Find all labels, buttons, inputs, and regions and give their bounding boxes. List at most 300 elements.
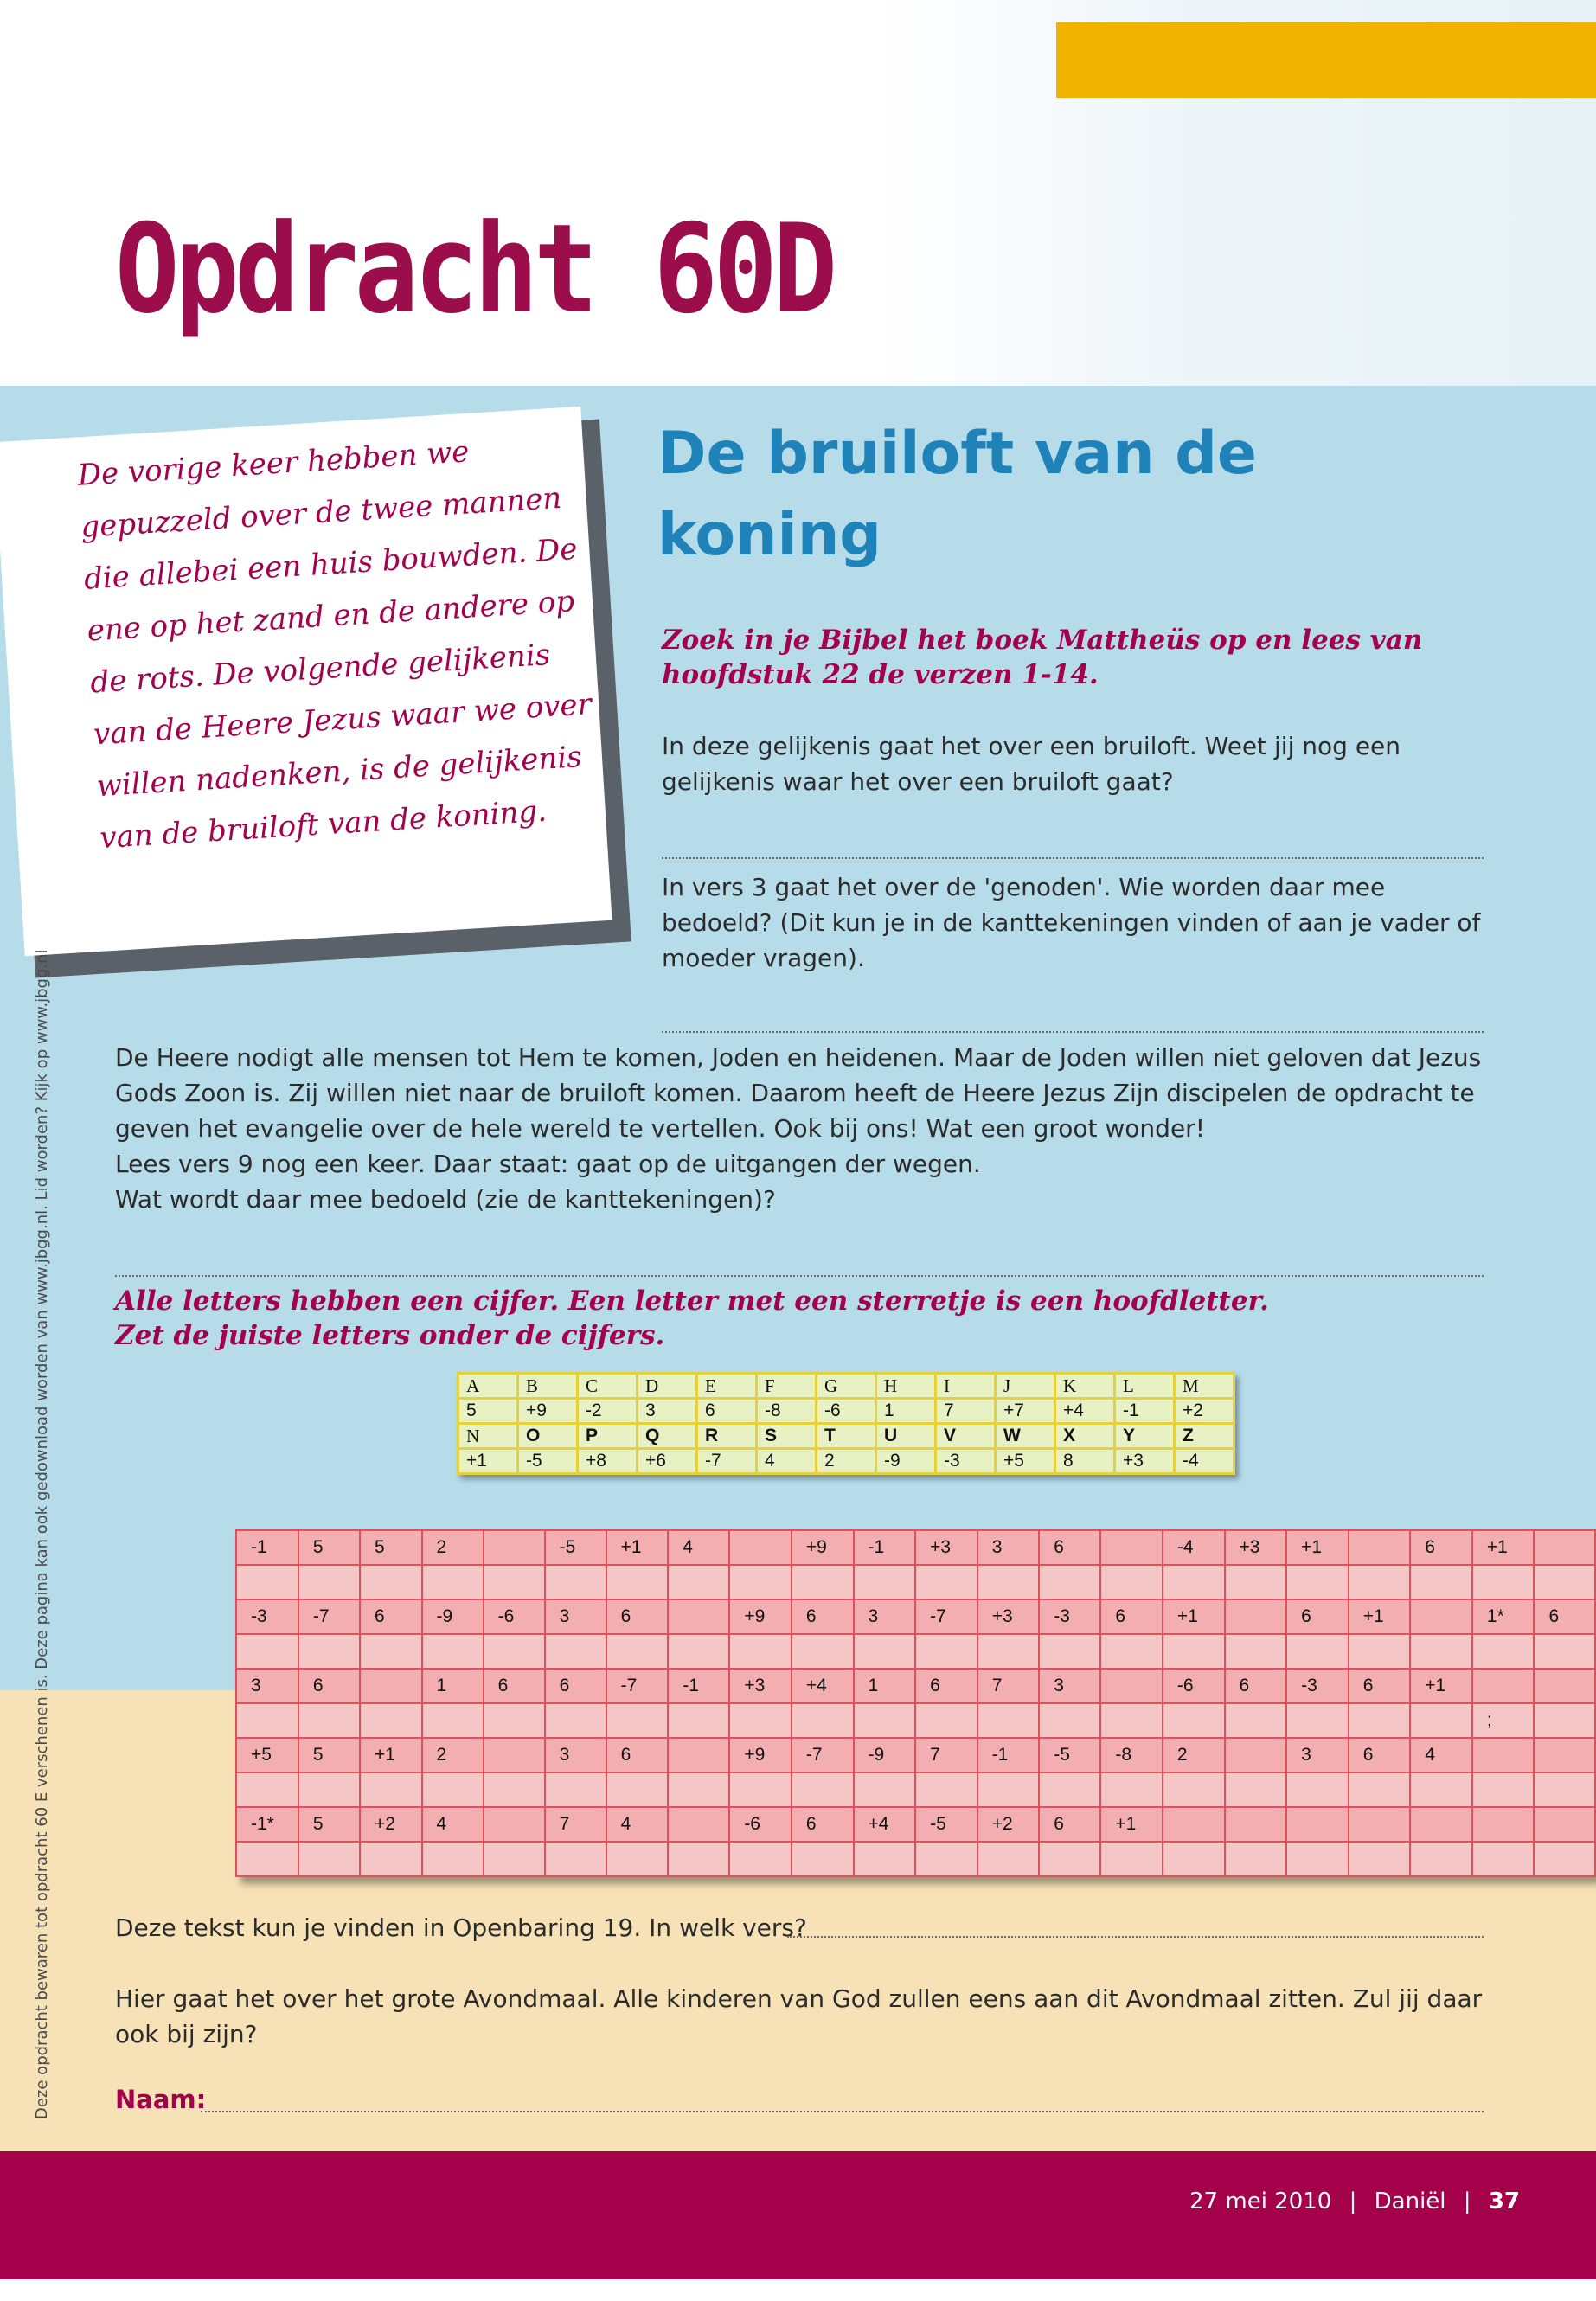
answer-cell[interactable] (977, 1772, 1040, 1807)
code-puzzle-grid (235, 1529, 1596, 1877)
legend-letter: L (1115, 1374, 1175, 1399)
legend-code: 2 (817, 1449, 876, 1474)
answer-cell[interactable] (545, 1703, 606, 1738)
code-cell (1410, 1599, 1472, 1634)
code-cell: +1 (1100, 1807, 1163, 1842)
code-cell: +3 (915, 1530, 977, 1565)
code-cell: -4 (1163, 1530, 1225, 1565)
answer-cell[interactable] (298, 1703, 360, 1738)
puzzle-answer-row (236, 1634, 1595, 1669)
answer-cell[interactable] (545, 1565, 606, 1599)
code-cell: +4 (854, 1807, 916, 1842)
code-cell: -5 (1039, 1738, 1100, 1772)
answer-cell[interactable] (1100, 1772, 1163, 1807)
legend-letter: B (518, 1374, 578, 1399)
code-cell: 4 (668, 1530, 729, 1565)
answer-cell[interactable] (236, 1703, 298, 1738)
answer-line-2[interactable] (662, 1031, 1484, 1033)
answer-cell[interactable] (1286, 1565, 1349, 1599)
code-cell: 6 (545, 1669, 606, 1703)
code-cell: 7 (977, 1669, 1040, 1703)
answer-cell[interactable] (298, 1842, 360, 1876)
code-cell: +1 (1349, 1599, 1411, 1634)
legend-code: 6 (697, 1399, 757, 1424)
code-cell: -8 (1100, 1738, 1163, 1772)
puzzle-code-row (236, 1599, 1595, 1634)
legend-code: -7 (697, 1449, 757, 1474)
code-cell: -7 (792, 1738, 854, 1772)
answer-cell[interactable] (1039, 1565, 1100, 1599)
legend-letter: C (578, 1374, 638, 1399)
code-cell: -3 (236, 1599, 298, 1634)
code-cell (1534, 1669, 1595, 1703)
code-cell (1472, 1738, 1535, 1772)
code-cell: -6 (729, 1807, 792, 1842)
code-cell: 6 (915, 1669, 977, 1703)
puzzle-answer-row (236, 1842, 1595, 1876)
answer-cell[interactable] (729, 1772, 792, 1807)
answer-cell[interactable] (1039, 1772, 1100, 1807)
code-cell: +1 (1472, 1530, 1535, 1565)
code-cell: 5 (298, 1738, 360, 1772)
puzzle-code-row (236, 1807, 1595, 1842)
legend-code: -4 (1175, 1449, 1234, 1474)
code-cell: +1 (1163, 1599, 1225, 1634)
code-cell: 6 (792, 1599, 854, 1634)
code-cell: 2 (1163, 1738, 1225, 1772)
answer-cell[interactable] (668, 1842, 729, 1876)
code-cell (1100, 1530, 1163, 1565)
answer-cell[interactable] (668, 1565, 729, 1599)
answer-cell[interactable] (422, 1565, 484, 1599)
answer-cell[interactable] (1349, 1703, 1411, 1738)
answer-cell[interactable] (729, 1703, 792, 1738)
answer-cell[interactable] (484, 1565, 545, 1599)
code-cell: -1 (977, 1738, 1040, 1772)
answer-cell[interactable] (1534, 1772, 1595, 1807)
answer-cell[interactable] (854, 1634, 916, 1669)
code-cell: 1* (1472, 1599, 1535, 1634)
code-cell: 6 (1039, 1807, 1100, 1842)
legend-code: 1 (876, 1399, 936, 1424)
answer-cell[interactable] (792, 1565, 854, 1599)
code-cell: 4 (422, 1807, 484, 1842)
code-cell: 6 (792, 1807, 854, 1842)
code-cell: 5 (360, 1530, 422, 1565)
answer-cell[interactable] (1163, 1703, 1225, 1738)
answer-cell[interactable] (606, 1842, 669, 1876)
legend-code: -8 (757, 1399, 817, 1424)
code-cell: -5 (545, 1530, 606, 1565)
answer-cell[interactable] (915, 1842, 977, 1876)
code-cell (668, 1599, 729, 1634)
answer-cell[interactable] (484, 1634, 545, 1669)
code-cell (484, 1530, 545, 1565)
code-cell: -7 (606, 1669, 669, 1703)
answer-cell[interactable] (915, 1772, 977, 1807)
question-3-line-1: Lees vers 9 nog een keer. Daar staat: gaat op de uitgangen der wegen. (115, 1150, 981, 1178)
legend-code: 4 (757, 1449, 817, 1474)
page-number: 37 (1488, 2189, 1520, 2214)
code-cell: 6 (484, 1669, 545, 1703)
answer-cell[interactable] (1349, 1842, 1411, 1876)
name-label: Naam: (115, 2085, 207, 2114)
code-cell: 3 (545, 1599, 606, 1634)
puzzle-answer-row (236, 1772, 1595, 1807)
answer-cell[interactable]: ; (1472, 1703, 1535, 1738)
legend-letter: S (757, 1424, 817, 1449)
code-cell: 4 (606, 1807, 669, 1842)
legend-code: -6 (817, 1399, 876, 1424)
legend-letter: W (996, 1424, 1055, 1449)
legend-letter: Q (638, 1424, 697, 1449)
puzzle-answer-row (236, 1703, 1595, 1738)
answer-cell[interactable] (792, 1634, 854, 1669)
code-cell: -6 (1163, 1669, 1225, 1703)
code-cell: +9 (729, 1599, 792, 1634)
code-cell: 4 (1410, 1738, 1472, 1772)
answer-cell[interactable] (360, 1842, 422, 1876)
answer-cell[interactable] (729, 1842, 792, 1876)
answer-cell[interactable] (668, 1703, 729, 1738)
code-cell (1286, 1807, 1349, 1842)
answer-cell[interactable] (1534, 1842, 1595, 1876)
answer-cell[interactable] (422, 1703, 484, 1738)
answer-cell[interactable] (422, 1634, 484, 1669)
code-cell (1472, 1807, 1535, 1842)
legend-code: -2 (578, 1399, 638, 1424)
answer-cell[interactable] (729, 1634, 792, 1669)
answer-cell[interactable] (236, 1772, 298, 1807)
legend-letter: I (936, 1374, 996, 1399)
answer-cell[interactable] (1225, 1703, 1287, 1738)
code-cell: 6 (1349, 1669, 1411, 1703)
code-cell (1534, 1530, 1595, 1565)
code-cell: 3 (236, 1669, 298, 1703)
answer-cell[interactable] (484, 1772, 545, 1807)
answer-cell[interactable] (792, 1703, 854, 1738)
code-cell: 7 (915, 1738, 977, 1772)
code-cell: +1 (606, 1530, 669, 1565)
legend-code: 3 (638, 1399, 697, 1424)
code-cell: 5 (298, 1807, 360, 1842)
answer-cell[interactable] (422, 1772, 484, 1807)
puzzle-code-row (236, 1669, 1595, 1703)
code-cell: +2 (360, 1807, 422, 1842)
answer-cell[interactable] (1286, 1772, 1349, 1807)
code-cell: -9 (854, 1738, 916, 1772)
answer-cell[interactable] (360, 1634, 422, 1669)
code-cell: 1 (854, 1669, 916, 1703)
answer-cell[interactable] (1534, 1703, 1595, 1738)
code-cell (668, 1807, 729, 1842)
answer-cell[interactable] (1225, 1565, 1287, 1599)
code-cell: -1 (236, 1530, 298, 1565)
code-cell: 6 (606, 1738, 669, 1772)
answer-cell[interactable] (236, 1565, 298, 1599)
legend-letter: G (817, 1374, 876, 1399)
answer-line-1[interactable] (662, 857, 1484, 859)
code-cell: -7 (298, 1599, 360, 1634)
article-title: De bruiloft van de koning (657, 420, 1258, 569)
legend-code: +5 (996, 1449, 1055, 1474)
answer-cell[interactable] (236, 1634, 298, 1669)
answer-cell[interactable] (545, 1634, 606, 1669)
code-cell: +1 (360, 1738, 422, 1772)
answer-cell[interactable] (298, 1565, 360, 1599)
code-cell: +9 (729, 1738, 792, 1772)
code-cell: 6 (1225, 1669, 1287, 1703)
code-cell: 6 (298, 1669, 360, 1703)
footer-band (0, 2151, 1596, 2279)
code-cell: -1 (668, 1669, 729, 1703)
answer-cell[interactable] (1472, 1565, 1535, 1599)
code-cell (1534, 1807, 1595, 1842)
answer-cell[interactable] (729, 1565, 792, 1599)
legend-letter: T (817, 1424, 876, 1449)
legend-letter: A (458, 1374, 518, 1399)
question-2: In vers 3 gaat het over de 'genoden'. Wie worden daar mee bedoeld? (Dit kun je in de kanttekeningen vinden of aan je vader of moeder vragen). (662, 873, 1481, 972)
answer-cell[interactable] (1039, 1634, 1100, 1669)
answer-cell[interactable] (1286, 1703, 1349, 1738)
answer-cell[interactable] (1163, 1634, 1225, 1669)
footer-publication: Daniël (1374, 2189, 1446, 2214)
code-cell: 3 (977, 1530, 1040, 1565)
code-cell: +5 (236, 1738, 298, 1772)
answer-cell[interactable] (1286, 1634, 1349, 1669)
code-cell (360, 1669, 422, 1703)
explanation-paragraph: De Heere nodigt alle mensen tot Hem te komen, Joden en heidenen. Maar de Joden willen niet geloven dat Jezus Gods Zoon is. Zij willen niet naar de bruiloft komen. Daarom heeft de Heere Jezus Zijn discipelen de opdracht te geven het evangelie over de hele wereld te vertellen. Ook bij ons! Wat een groot wonder! (115, 1043, 1482, 1143)
puzzle-answer-row (236, 1565, 1595, 1599)
code-cell: 3 (1286, 1738, 1349, 1772)
answer-cell[interactable] (792, 1842, 854, 1876)
legend-letter: V (936, 1424, 996, 1449)
bible-instruction: Zoek in je Bijbel het boek Mattheüs op en lees van hoofdstuk 22 de verzen 1-14. (662, 625, 1423, 690)
answer-cell[interactable] (545, 1842, 606, 1876)
code-cell (1349, 1530, 1411, 1565)
answer-cell[interactable] (1349, 1772, 1411, 1807)
code-cell: 2 (422, 1738, 484, 1772)
code-cell: -1 (854, 1530, 916, 1565)
answer-cell[interactable] (1100, 1842, 1163, 1876)
code-cell: 3 (545, 1738, 606, 1772)
answer-cell[interactable] (1472, 1772, 1535, 1807)
answer-cell[interactable] (1472, 1842, 1535, 1876)
legend-code: -5 (518, 1449, 578, 1474)
code-cell (1100, 1669, 1163, 1703)
code-cell: 6 (1039, 1530, 1100, 1565)
legend-row (458, 1374, 1234, 1399)
legend-letter: R (697, 1424, 757, 1449)
footer-info (1189, 2189, 1520, 2214)
answer-cell[interactable] (1163, 1772, 1225, 1807)
code-cell: -6 (484, 1599, 545, 1634)
answer-cell[interactable] (1410, 1634, 1472, 1669)
answer-cell[interactable] (1163, 1842, 1225, 1876)
answer-cell[interactable] (915, 1565, 977, 1599)
code-cell: 6 (360, 1599, 422, 1634)
legend-letter: F (757, 1374, 817, 1399)
legend-code: +6 (638, 1449, 697, 1474)
footer-separator: | (1349, 2189, 1357, 2214)
page-title: Opdracht 60D (115, 198, 833, 341)
answer-cell[interactable] (298, 1772, 360, 1807)
answer-cell[interactable] (1534, 1634, 1595, 1669)
answer-cell[interactable] (1100, 1634, 1163, 1669)
code-cell (1225, 1738, 1287, 1772)
code-cell (1163, 1807, 1225, 1842)
answer-cell[interactable] (977, 1565, 1040, 1599)
code-cell (484, 1807, 545, 1842)
legend-code: +9 (518, 1399, 578, 1424)
question-4: Deze tekst kun je vinden in Openbaring 19. In welk vers? (115, 1913, 807, 1942)
legend-code: 8 (1055, 1449, 1115, 1474)
answer-cell[interactable] (545, 1772, 606, 1807)
legend-letter: Z (1175, 1424, 1234, 1449)
code-cell: +2 (977, 1807, 1040, 1842)
answer-cell[interactable] (1039, 1842, 1100, 1876)
legend-row (458, 1424, 1234, 1449)
answer-cell[interactable] (1349, 1634, 1411, 1669)
code-cell: 7 (545, 1807, 606, 1842)
puzzle-code-row (236, 1530, 1595, 1565)
answer-cell[interactable] (1410, 1703, 1472, 1738)
answer-cell[interactable] (1225, 1772, 1287, 1807)
legend-letter: O (518, 1424, 578, 1449)
answer-cell[interactable] (854, 1772, 916, 1807)
answer-cell[interactable] (606, 1772, 669, 1807)
code-cell: 2 (422, 1530, 484, 1565)
answer-cell[interactable] (606, 1703, 669, 1738)
legend-code: 7 (936, 1399, 996, 1424)
legend-letter: Y (1115, 1424, 1175, 1449)
code-cell: 6 (1534, 1599, 1595, 1634)
answer-cell[interactable] (1225, 1634, 1287, 1669)
answer-cell[interactable] (915, 1703, 977, 1738)
puzzle-instruction-1: Alle letters hebben een cijfer. Een letter met een sterretje is een hoofdletter. (115, 1285, 1269, 1317)
code-cell: +3 (977, 1599, 1040, 1634)
code-cell: 6 (1349, 1738, 1411, 1772)
answer-cell[interactable] (298, 1634, 360, 1669)
closing-text: Hier gaat het over het grote Avondmaal. Alle kinderen van God zullen eens aan dit Avondmaal zitten. Zul jij daar ook bij zijn? (115, 1984, 1483, 2048)
legend-letter: X (1055, 1424, 1115, 1449)
legend-letter: U (876, 1424, 936, 1449)
answer-line-3[interactable] (115, 1275, 1484, 1277)
answer-cell[interactable] (668, 1634, 729, 1669)
footer-date: 27 mei 2010 (1189, 2189, 1332, 2214)
header-accent-bar (1056, 22, 1596, 98)
legend-code: +1 (458, 1449, 518, 1474)
answer-cell[interactable] (1472, 1634, 1535, 1669)
code-cell: 3 (854, 1599, 916, 1634)
answer-cell[interactable] (422, 1842, 484, 1876)
legend-row (458, 1399, 1234, 1424)
letter-code-legend (457, 1372, 1235, 1475)
legend-code: -9 (876, 1449, 936, 1474)
answer-cell[interactable] (484, 1703, 545, 1738)
question-1: In deze gelijkenis gaat het over een bruiloft. Weet jij nog een gelijkenis waar het over een bruiloft gaat? (662, 732, 1401, 796)
answer-cell[interactable] (360, 1565, 422, 1599)
answer-cell[interactable] (915, 1634, 977, 1669)
answer-cell[interactable] (360, 1772, 422, 1807)
code-cell: 6 (1410, 1530, 1472, 1565)
legend-letter: D (638, 1374, 697, 1399)
verse-answer-line[interactable] (787, 1936, 1484, 1938)
legend-code: +8 (578, 1449, 638, 1474)
answer-cell[interactable] (854, 1565, 916, 1599)
legend-code: +7 (996, 1399, 1055, 1424)
code-cell: -5 (915, 1807, 977, 1842)
code-cell: +1 (1286, 1530, 1349, 1565)
name-field[interactable] (201, 2111, 1484, 2112)
legend-code: +3 (1115, 1449, 1175, 1474)
answer-cell[interactable] (1410, 1772, 1472, 1807)
answer-cell[interactable] (1286, 1842, 1349, 1876)
bottom-strip (0, 2279, 1596, 2301)
legend-code: -3 (936, 1449, 996, 1474)
answer-cell[interactable] (1100, 1565, 1163, 1599)
code-cell: 3 (1039, 1669, 1100, 1703)
answer-cell[interactable] (1039, 1703, 1100, 1738)
code-cell (1410, 1807, 1472, 1842)
answer-cell[interactable] (977, 1842, 1040, 1876)
code-cell (1349, 1807, 1411, 1842)
answer-cell[interactable] (1349, 1565, 1411, 1599)
puzzle-instruction-2: Zet de juiste letters onder de cijfers. (115, 1320, 665, 1351)
answer-cell[interactable] (1410, 1565, 1472, 1599)
answer-cell[interactable] (854, 1842, 916, 1876)
answer-cell[interactable] (977, 1703, 1040, 1738)
code-cell: 1 (422, 1669, 484, 1703)
answer-cell[interactable] (1100, 1703, 1163, 1738)
legend-letter: H (876, 1374, 936, 1399)
answer-cell[interactable] (1163, 1565, 1225, 1599)
answer-cell[interactable] (236, 1842, 298, 1876)
answer-cell[interactable] (977, 1634, 1040, 1669)
legend-letter: E (697, 1374, 757, 1399)
answer-cell[interactable] (1534, 1565, 1595, 1599)
legend-code: 5 (458, 1399, 518, 1424)
code-cell: +4 (792, 1669, 854, 1703)
legend-code: +2 (1175, 1399, 1234, 1424)
code-cell: -9 (422, 1599, 484, 1634)
code-cell: +1 (1410, 1669, 1472, 1703)
code-cell: +3 (1225, 1530, 1287, 1565)
legend-letter: M (1175, 1374, 1234, 1399)
code-cell: 6 (1286, 1599, 1349, 1634)
intro-note: De vorige keer hebben we gepuzzeld over de twee mannen die allebei een huis bouwden. De ene op het zand en de andere op de rots. De volgende gelijkenis van de Heere Jezus waar we over willen nadenken, is de gelijkenis van de bruiloft van de koning. (76, 434, 593, 856)
answer-cell[interactable] (792, 1772, 854, 1807)
answer-cell[interactable] (1410, 1842, 1472, 1876)
code-cell: 5 (298, 1530, 360, 1565)
code-cell: -3 (1039, 1599, 1100, 1634)
legend-letter: P (578, 1424, 638, 1449)
code-cell (1534, 1738, 1595, 1772)
answer-cell[interactable] (668, 1772, 729, 1807)
side-note: Deze opdracht bewaren tot opdracht 60 E verschenen is. Deze pagina kan ook gedownload worden van www.jbgg.nl. Lid worden? Kijk op www.jbgg.nl (33, 949, 51, 2119)
code-cell: -7 (915, 1599, 977, 1634)
answer-cell[interactable] (854, 1703, 916, 1738)
answer-cell[interactable] (360, 1703, 422, 1738)
answer-cell[interactable] (1225, 1842, 1287, 1876)
answer-cell[interactable] (606, 1634, 669, 1669)
answer-cell[interactable] (484, 1842, 545, 1876)
code-cell: 6 (1100, 1599, 1163, 1634)
code-cell (668, 1738, 729, 1772)
code-cell: -1* (236, 1807, 298, 1842)
answer-cell[interactable] (606, 1565, 669, 1599)
code-cell: +3 (729, 1669, 792, 1703)
